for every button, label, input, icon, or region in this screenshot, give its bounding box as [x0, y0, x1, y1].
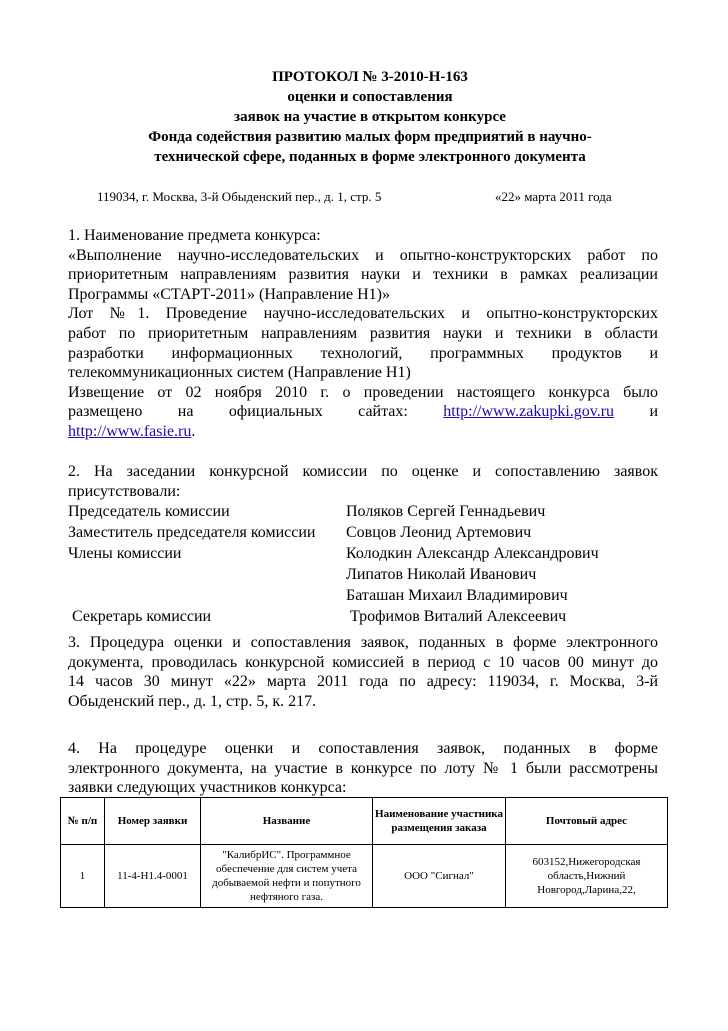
section-4: [68, 739, 658, 798]
table-header-cell: Номер заявки: [105, 798, 201, 845]
posted-text: размещено на официальных сайтах:: [68, 403, 408, 421]
table-cell: "КалибрИС". Программное обеспечение для систем учета добываемой нефти и попутного нефтяного газа.: [201, 845, 373, 908]
text-line: присутствовали:: [68, 482, 181, 500]
text-line: Лот №1. Проведение научно-исследовательских и опытно-конструкторских: [68, 305, 658, 323]
zakupki-link[interactable]: http://www.zakupki.gov.ru: [443, 403, 615, 421]
document-date: «22» марта 2011 года: [495, 189, 612, 204]
text-line: разработки информационных технологий, программных продуктов и: [68, 344, 658, 362]
commission-row: [68, 501, 668, 522]
address: 119034, г. Москва, 3-й Обыденский пер., д. 1, стр. 5: [97, 189, 382, 204]
table-cell: 11-4-Н1.4-0001: [105, 845, 201, 908]
commission-row: [68, 522, 668, 543]
text-line: электронного документа, на участие в конкурсе по лоту № 1 были рассмотрены: [68, 759, 658, 777]
table-cell: 603152,Нижегородская область,Нижний Новгород,Ларина,22,: [506, 845, 668, 908]
section-2-heading: 2. На заседании конкурсной комиссии по оценке и сопоставлению заявок: [68, 463, 658, 480]
title-line: технической сфере, поданных в форме электронного документа: [154, 149, 586, 165]
text-line: телекоммуникационных систем (Направление Н1): [68, 364, 411, 382]
table-header-cell: Название: [201, 798, 373, 845]
text-line: работ по приоритетным направлениям развития науки и техники в области: [68, 324, 658, 342]
table-header-cell: Почтовый адрес: [506, 798, 668, 845]
member-name: Липатов Николай Иванович: [346, 566, 537, 583]
table-header-cell: Наименование участника размещения заказа: [373, 798, 506, 845]
text-line: [68, 422, 658, 442]
member-name: Совцов Леонид Артемович: [346, 524, 532, 541]
table-cell: ООО "Сигнал": [373, 845, 506, 908]
text-line: Программы «СТАРТ-2011» (Направление Н1)»: [68, 285, 390, 303]
text-line: Извещение от 02 ноября 2010 г. о проведении настоящего конкурса было: [68, 383, 658, 401]
commission-row: [68, 585, 668, 606]
fasie-link[interactable]: http://www.fasie.ru: [68, 422, 192, 440]
text-line: Обыденский пер., д. 1, стр. 5, к. 217.: [68, 692, 317, 710]
table-row: [61, 845, 668, 908]
applications-table: [60, 797, 668, 908]
text-line: «Выполнение научно-исследовательских и опытно-конструкторских работ по: [68, 246, 658, 264]
section-4-heading: 4. На процедуре оценки и сопоставления заявок, поданных в форме: [68, 740, 658, 757]
section-2: [68, 462, 658, 501]
text-line: 14 часов 30 минут «22» марта 2011 года по адресу: 119034, г. Москва, 3-й: [68, 673, 658, 691]
title-line: оценки и сопоставления: [287, 89, 453, 105]
title-line: Фонда содействия развитию малых форм предприятий в научно-: [148, 129, 592, 145]
commission-row: [68, 606, 668, 627]
title-line: заявок на участие в открытом конкурсе: [234, 109, 506, 125]
end-dot: .: [191, 422, 196, 440]
section-3: [68, 633, 658, 711]
member-role: Секретарь комиссии: [72, 608, 212, 625]
section-3-heading: 3. Процедура оценки и сопоставления заявок, поданных в форме электронного: [68, 634, 658, 651]
document-title: [60, 67, 680, 167]
section-1: [68, 226, 658, 442]
table-cell: 1: [61, 845, 105, 908]
text-line: [68, 402, 658, 422]
and-word: и: [649, 403, 659, 421]
member-role: Председатель комиссии: [68, 503, 230, 520]
commission-row: [68, 564, 668, 585]
text-line: документа, проводилась конкурсной комиссией в период с 10 часов 00 минут до: [68, 653, 658, 671]
section-1-heading: 1. Наименование предмета конкурса:: [68, 227, 321, 244]
commission-row: [68, 543, 668, 564]
member-role: Члены комиссии: [68, 545, 182, 562]
table-header-row: [61, 798, 668, 845]
table-header-cell: № п/п: [61, 798, 105, 845]
commission-list: [68, 501, 668, 627]
member-name: Баташан Михаил Владимирович: [346, 587, 568, 604]
member-name: Трофимов Виталий Алексеевич: [350, 608, 567, 625]
text-line: приоритетным направлениям развития науки и техники в рамках реализации: [68, 266, 658, 284]
text-line: заявки следующих участников конкурса:: [68, 779, 347, 797]
title-line: ПРОТОКОЛ № 3-2010-Н-163: [272, 69, 468, 85]
member-name: Колодкин Александр Александрович: [346, 545, 599, 562]
member-name: Поляков Сергей Геннадьевич: [346, 503, 546, 520]
member-role: Заместитель председателя комиссии: [68, 524, 316, 541]
